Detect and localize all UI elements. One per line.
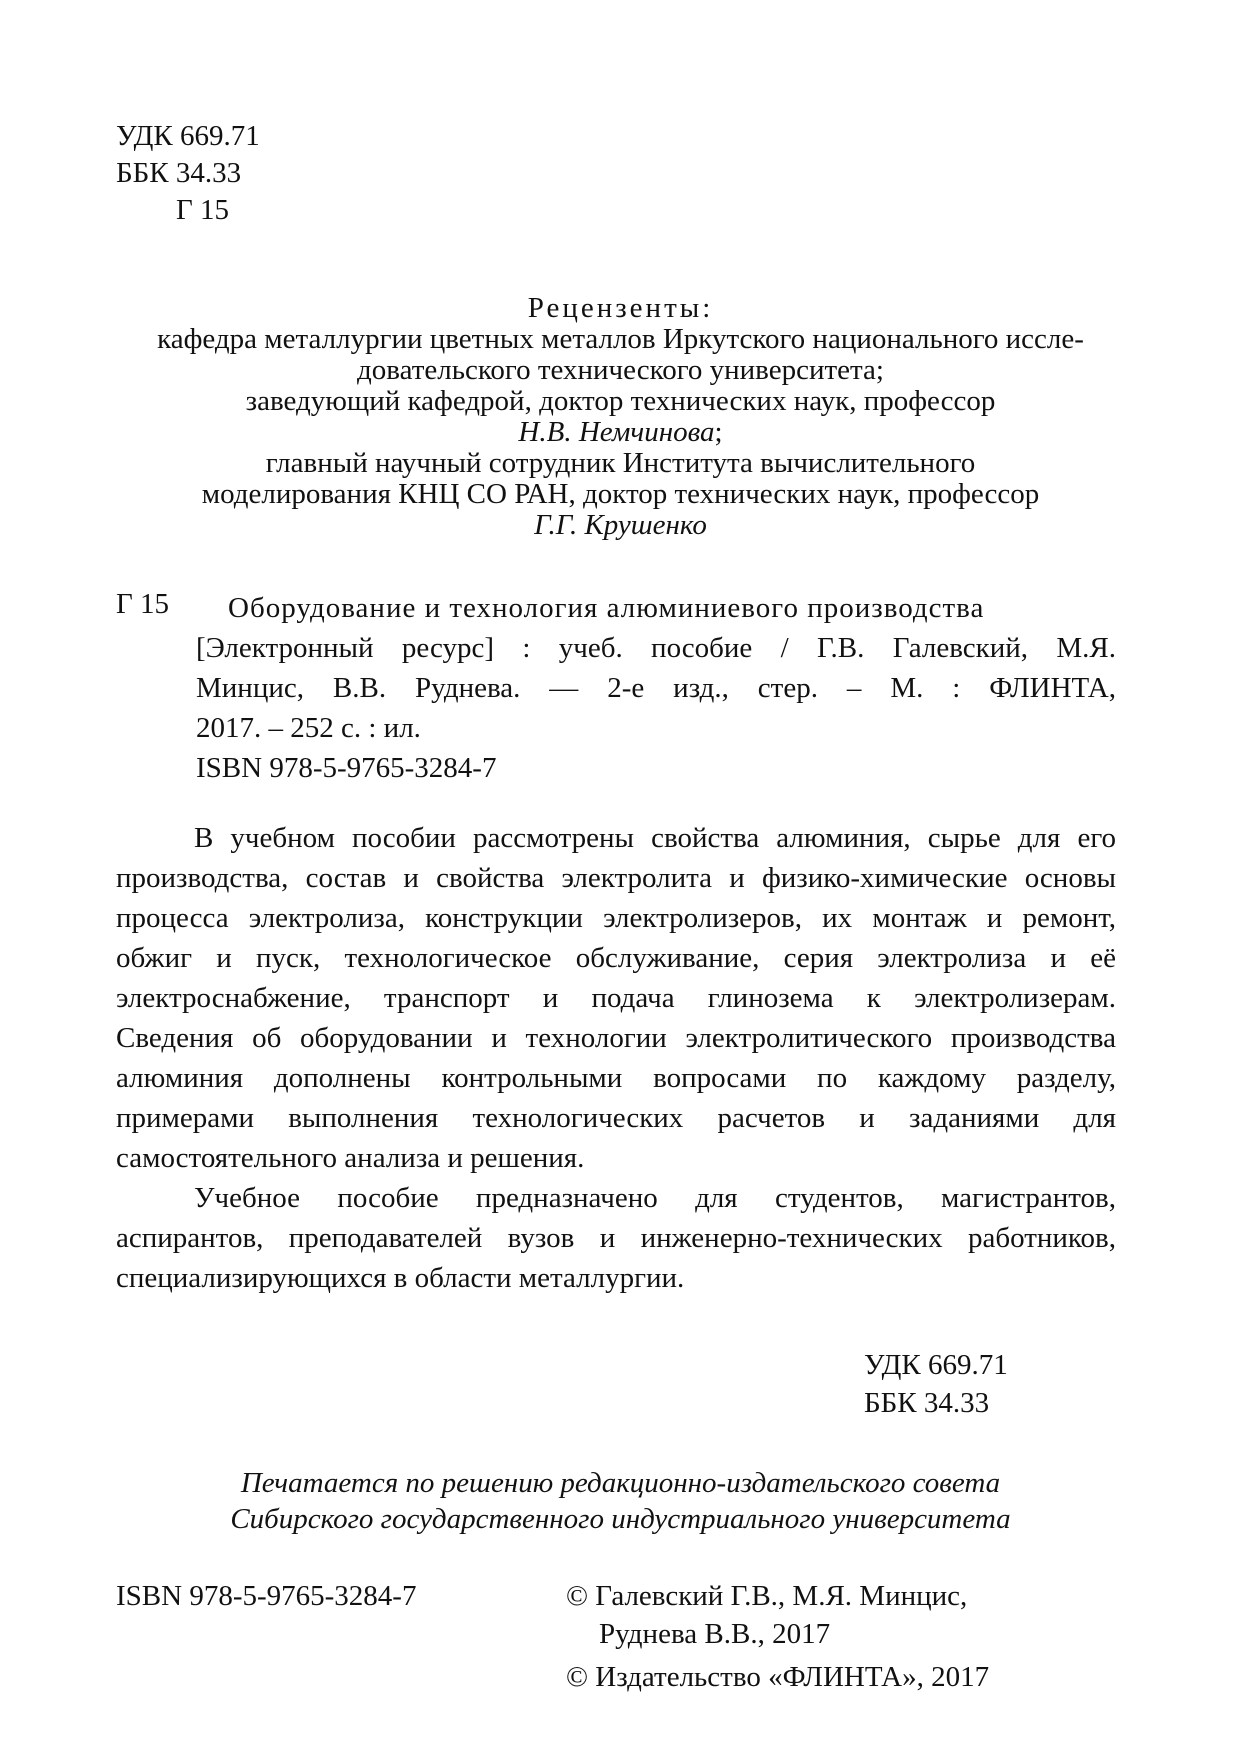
copyright-line: Руднева В.В., 2017: [599, 1618, 831, 1650]
bib-title: Оборудование и технология алюминиевого производства: [228, 592, 985, 624]
reviewer-line: довательского технического университета;: [357, 354, 884, 386]
abstract-line: В учебном пособии рассмотрены свойства алюминия, сырье для его: [194, 822, 1116, 854]
abstract-line: аспирантов, преподавателей вузов и инженерно-технических работников,: [116, 1222, 1116, 1254]
abstract-line: процесса электролиза, конструкции электролизеров, их монтаж и ремонт,: [116, 902, 1116, 934]
copyright-isbn: ISBN 978-5-9765-3284-7: [116, 1580, 417, 1612]
publication-note-line: Печатается по решению редакционно-издательского совета: [240, 1467, 1001, 1499]
bib-mark: Г 15: [116, 588, 170, 620]
abstract-line: электроснабжение, транспорт и подача глинозема к электролизерам.: [116, 982, 1116, 1014]
bib-isbn: ISBN 978-5-9765-3284-7: [196, 752, 497, 784]
abstract-line: специализирующихся в области металлургии.: [116, 1262, 685, 1294]
reviewer-name-1-suffix: ;: [714, 416, 723, 448]
footer-bbk: ББК 34.33: [864, 1387, 990, 1419]
abstract-line: обжиг и пуск, технологическое обслуживание, серия электролиза и её: [116, 942, 1116, 974]
abstract-line: Сведения об оборудовании и технологии электролитического производства: [116, 1022, 1116, 1054]
bbk-code: ББК 34.33: [116, 157, 242, 189]
copyright-publisher: © Издательство «ФЛИНТА», 2017: [566, 1661, 990, 1693]
reviewer-name-1-text: Н.В. Немчинова: [518, 416, 715, 448]
reviewer-name-2: Г.Г. Крушенко: [534, 509, 707, 541]
abstract-line: алюминия дополнены контрольными вопросами по каждому разделу,: [116, 1062, 1116, 1094]
footer-udk: УДК 669.71: [864, 1349, 1008, 1381]
reviewer-line: моделирования КНЦ СО РАН, доктор технических наук, профессор: [201, 478, 1040, 510]
reviewers-heading: Рецензенты:: [527, 292, 714, 324]
bib-line: 2017. – 252 с. : ил.: [196, 712, 421, 744]
reviewer-line: главный научный сотрудник Института вычислительного: [265, 447, 976, 479]
reviewer-line: заведующий кафедрой, доктор технических наук, профессор: [245, 385, 996, 417]
abstract-line: Учебное пособие предназначено для студентов, магистрантов,: [194, 1182, 1116, 1214]
publication-note-line: Сибирского государственного индустриального университета: [230, 1503, 1011, 1535]
bib-line: [Электронный ресурс] : учеб. пособие / Г.В. Галевский, М.Я.: [196, 632, 1116, 664]
reviewer-line: кафедра металлургии цветных металлов Иркутского национального иссле-: [157, 323, 1084, 355]
udk-code: УДК 669.71: [116, 120, 260, 152]
abstract-line: примерами выполнения технологических расчетов и заданиями для: [116, 1102, 1116, 1134]
abstract-line: производства, состав и свойства электролита и физико-химические основы: [116, 862, 1116, 894]
abstract-line: самостоятельного анализа и решения.: [116, 1142, 585, 1174]
author-mark: Г 15: [176, 194, 230, 226]
copyright-line: © Галевский Г.В., М.Я. Минцис,: [566, 1580, 968, 1612]
bib-line: Минцис, В.В. Руднева. — 2-е изд., стер. – М. : ФЛИНТА,: [196, 672, 1116, 704]
